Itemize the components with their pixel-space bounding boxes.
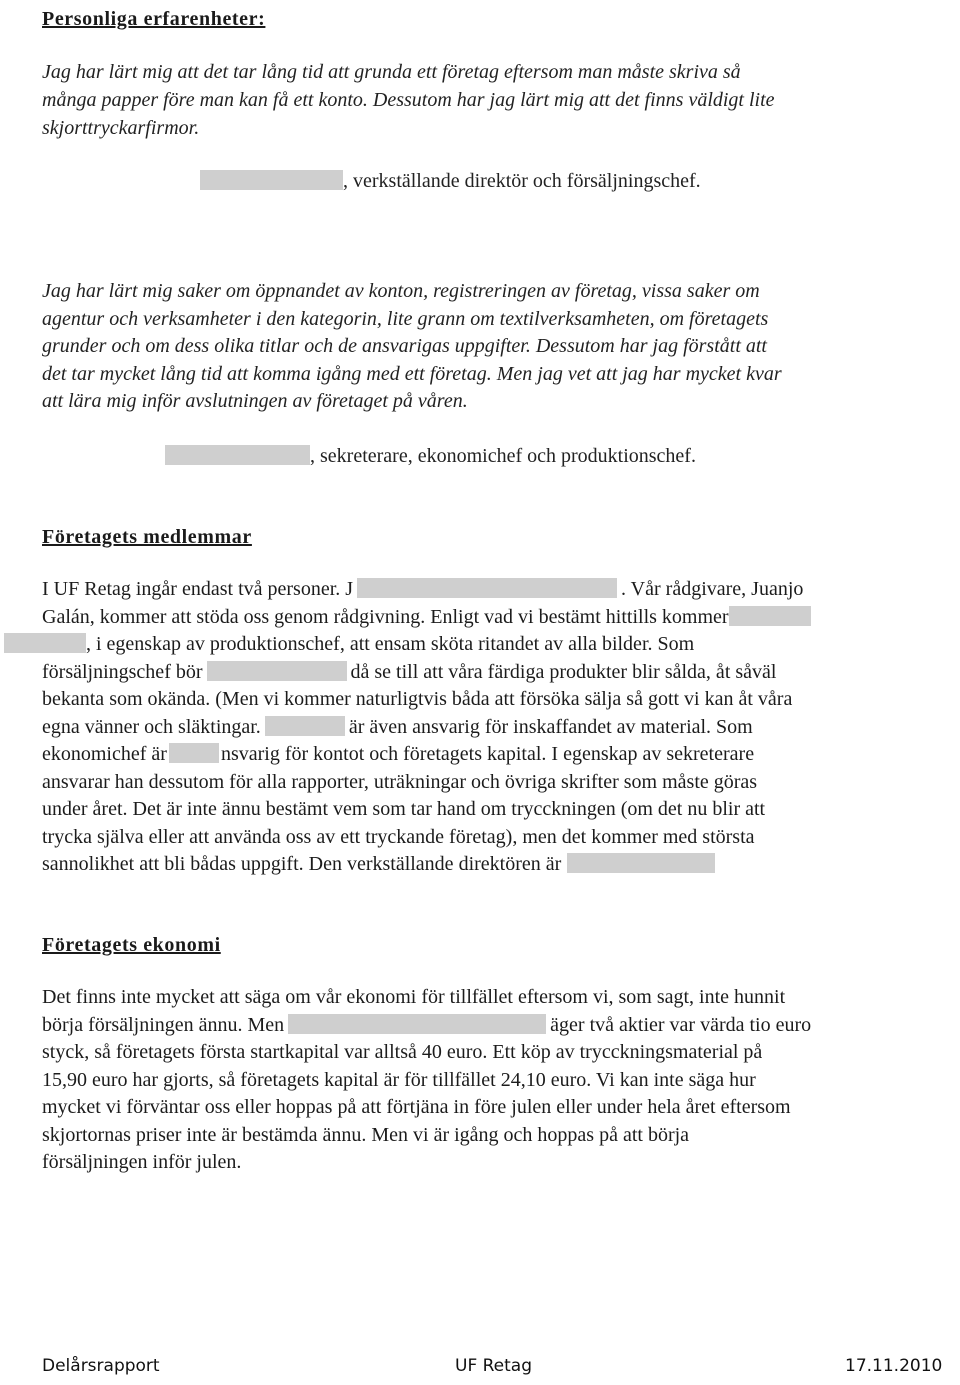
text-segment: . Vår rådgivare, Juanjo	[621, 578, 804, 600]
redacted-name	[4, 633, 86, 653]
text-line	[42, 824, 811, 852]
signature-role: , sekreterare, ekonomichef och produktionschef.	[310, 445, 696, 467]
text-segment: då se till att våra färdiga produkter blir sålda, åt såväl	[350, 660, 777, 683]
text-segment: börja försäljningen ännu. Men	[42, 1013, 285, 1036]
text-segment: nsvarig för kontot och företagets kapital. I egenskap av sekreterare	[220, 743, 755, 765]
text-line: det tar mycket lång tid att komma igång med ett företag. Men jag vet att jag har mycket kvar	[42, 362, 782, 385]
text-line: agentur och verksamheter i den kategorin, lite grann om textilverksamheten, om företagets	[42, 307, 769, 330]
section-heading-members: Företagets medlemmar	[42, 526, 252, 548]
text-line	[42, 686, 811, 714]
text-line	[42, 659, 811, 687]
text-segment: egna vänner och släktingar.	[42, 715, 261, 738]
text-line	[42, 1094, 811, 1122]
text-line: skjorttryckarfirmor.	[42, 117, 200, 139]
text-line	[42, 984, 811, 1012]
text-line	[42, 1149, 811, 1177]
text-segment: I UF Retag ingår endast två personer. J	[42, 578, 354, 600]
redacted-name	[567, 853, 715, 873]
text-segment: ansvarar han dessutom för alla rapporter, uträkningar och övriga skrifter som måste göras	[42, 770, 758, 793]
text-line	[42, 1012, 811, 1040]
text-line: många papper före man kan få ett konto. Dessutom har jag lärt mig att det finns väldigt lite	[42, 89, 775, 111]
redacted-name	[165, 445, 310, 465]
text-segment: är även ansvarig för inskaffandet av material. Som	[348, 715, 753, 738]
text-line	[42, 741, 811, 769]
text-line	[42, 1122, 811, 1150]
redacted-name	[357, 578, 617, 598]
text-line	[42, 851, 811, 879]
text-line	[42, 576, 811, 604]
text-segment: under året. Det är inte ännu bestämt vem som tar hand om trycckningen (om det nu blir att	[42, 798, 766, 820]
redacted-name	[729, 606, 811, 626]
section-heading-personal: Personliga erfarenheter:	[42, 8, 266, 30]
text-segment: bekanta som okända. (Men vi kommer naturligtvis båda att försöka sälja så gott vi kan åt våra	[42, 688, 793, 710]
text-segment: äger två aktier var värda tio euro	[550, 1013, 812, 1036]
signature-line-2	[165, 445, 696, 468]
text-segment: sannolikhet att bli bådas uppgift. Den verkställande direktören är	[42, 853, 562, 875]
section-heading-economy: Företagets ekonomi	[42, 934, 221, 956]
redacted-name	[169, 743, 219, 763]
text-segment: styck, så företagets första startkapital var alltså 40 euro. Ett köp av trycckningsmaterial på	[42, 1041, 763, 1063]
text-segment: försäljningschef bör	[42, 660, 203, 683]
footer-left: Delårsrapport	[42, 1356, 160, 1376]
text-line	[4, 631, 811, 659]
text-line: grunder och om dess olika titlar och de ansvarigas uppgifter. Dessutom har jag förstått att	[42, 335, 767, 357]
text-line: att lära mig inför avslutningen av företaget på våren.	[42, 390, 468, 412]
text-segment: försäljningen inför julen.	[42, 1151, 242, 1173]
text-line	[42, 1067, 811, 1095]
redacted-name	[265, 716, 345, 736]
paragraph-experience-1	[42, 58, 775, 142]
text-segment: , i egenskap av produktionschef, att ensam sköta ritandet av alla bilder. Som	[86, 633, 695, 655]
text-line	[42, 796, 811, 824]
footer-right: 17.11.2010	[845, 1356, 943, 1376]
redacted-name	[288, 1014, 546, 1034]
text-segment: mycket vi förväntar oss eller hoppas på att förtjäna in före julen eller under hela året eftersom	[42, 1096, 791, 1118]
text-segment: 15,90 euro har gjorts, så företagets kapital är för tillfället 24,10 euro. Vi kan inte säga hur	[42, 1068, 756, 1091]
paragraph-experience-2	[42, 278, 782, 416]
text-line: Jag har lärt mig saker om öppnandet av konton, registreringen av företag, vissa saker om	[42, 280, 760, 302]
redacted-name	[200, 170, 343, 190]
signature-line-1	[200, 170, 701, 193]
paragraph-economy	[42, 984, 811, 1177]
text-segment: trycka själva eller att använda oss av ett tryckande företag), men det kommer med största	[42, 825, 755, 848]
text-line	[42, 1039, 811, 1067]
text-segment: Galán, kommer att stöda oss genom rådgivning. Enligt vad vi bestämt hittills kommer	[42, 605, 729, 628]
footer-center: UF Retag	[455, 1356, 533, 1376]
text-line	[42, 714, 811, 742]
paragraph-members	[42, 576, 811, 879]
redacted-name	[207, 661, 347, 681]
text-line	[42, 604, 811, 632]
text-line: Jag har lärt mig att det tar lång tid att grunda ett företag eftersom man måste skriva så	[42, 61, 741, 83]
text-segment: skjortornas priser inte är bestämda ännu. Men vi är igång och hoppas på att börja	[42, 1123, 690, 1146]
text-segment: ekonomichef är	[42, 743, 167, 765]
text-segment: Det finns inte mycket att säga om vår ekonomi för tillfället eftersom vi, som sagt, inte hunnit	[42, 986, 786, 1008]
text-line	[42, 769, 811, 797]
signature-role: , verkställande direktör och försäljningschef.	[343, 170, 701, 192]
